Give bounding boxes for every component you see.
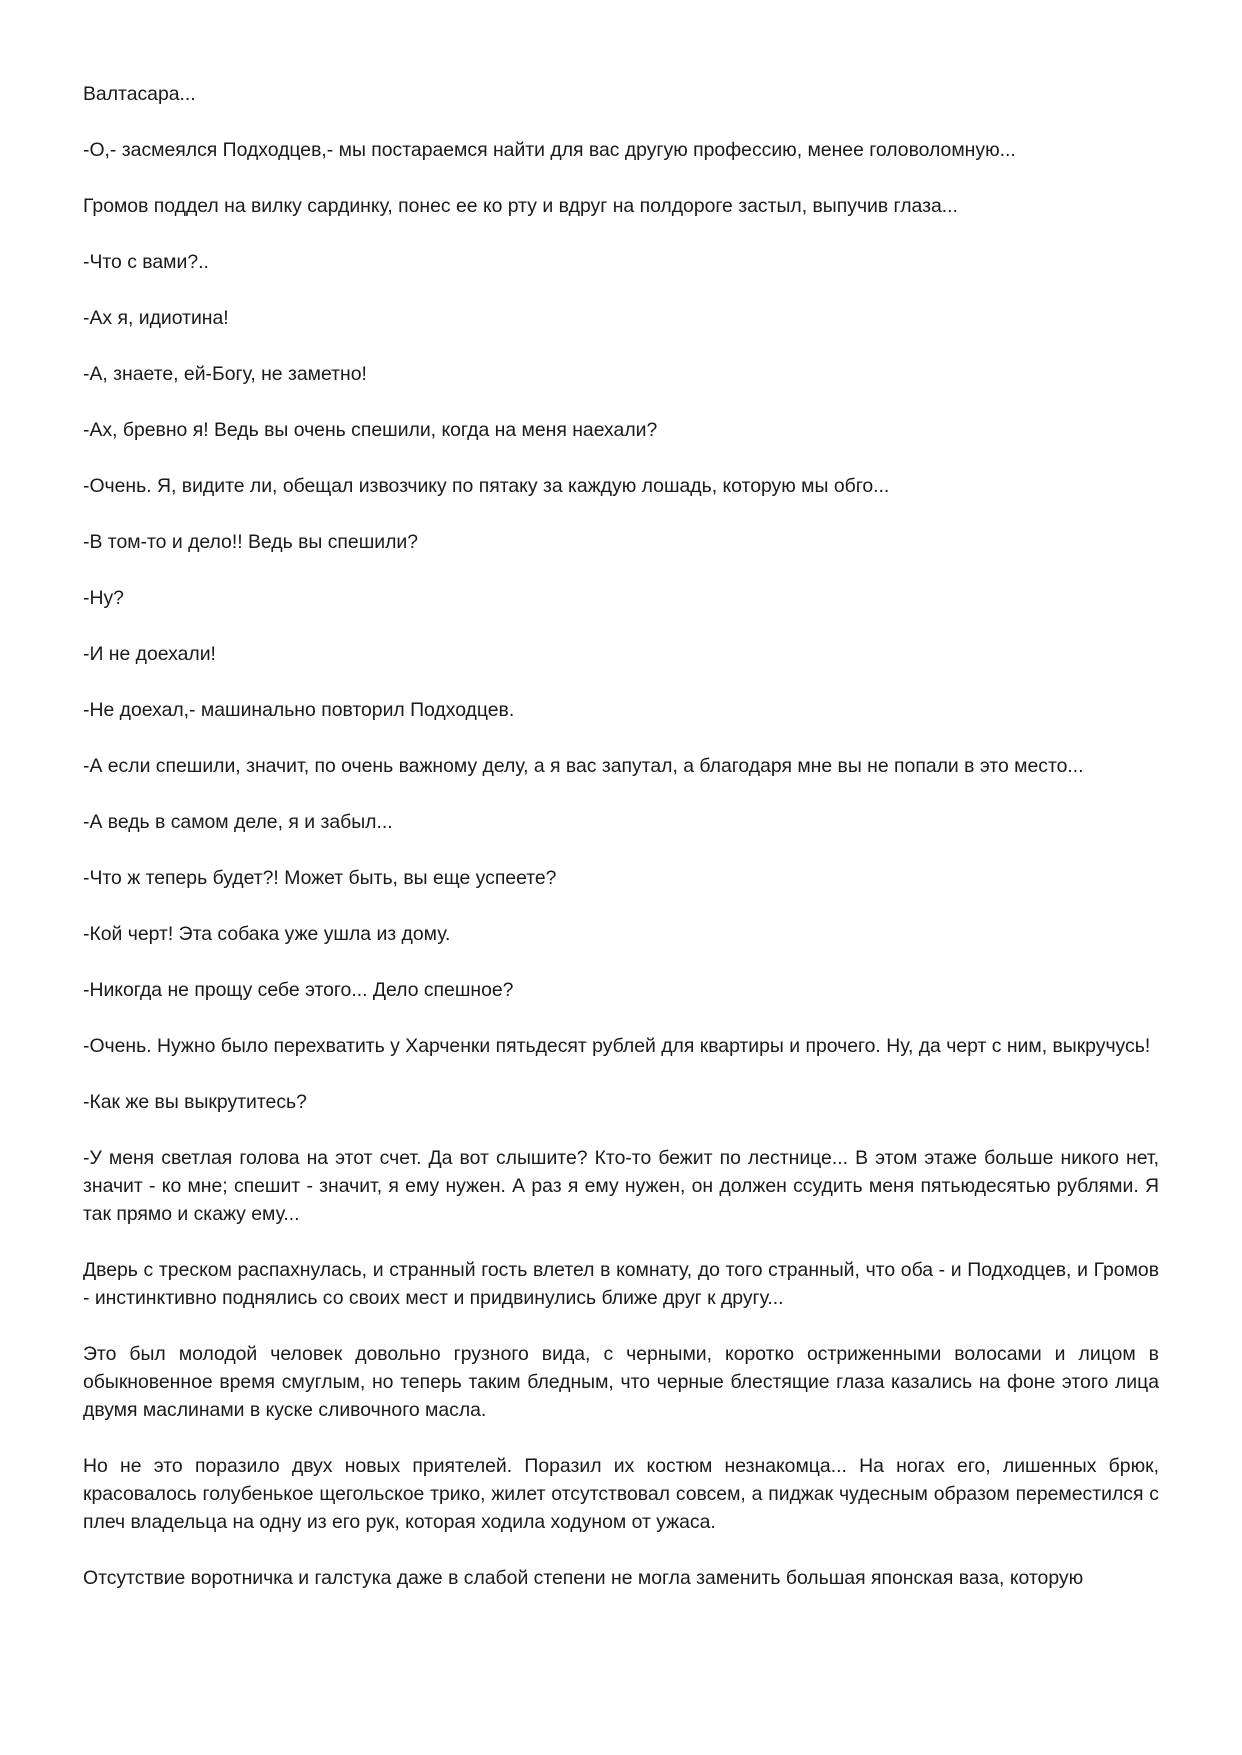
paragraph: Валтасара... [83, 83, 196, 105]
paragraph: -А ведь в самом деле, я и забыл... [83, 811, 393, 833]
paragraph: -Ах я, идиотина! [83, 307, 229, 329]
paragraph: -Что с вами?.. [83, 251, 209, 273]
paragraph: -Ну? [83, 587, 124, 609]
paragraph: -Никогда не прощу себе этого... Дело спешное? [83, 979, 514, 1001]
paragraph: -Кой черт! Эта собака уже ушла из дому. [83, 923, 451, 945]
document-page [83, 80, 1159, 1592]
paragraph: -Очень. Я, видите ли, обещал извозчику по пятаку за каждую лошадь, которую мы обго... [83, 475, 890, 497]
paragraph: -Что ж теперь будет?! Может быть, вы еще успеете? [83, 867, 557, 889]
paragraph: Это был молодой человек довольно грузного вида, с черными, коротко остриженными волосами и лицом в обыкновенное время смуглым, но теперь таким бледным, что черные блестящие глаза казались на фоне этого лица двумя маслинами в куске сливочного масла. [83, 1343, 1159, 1421]
paragraph: Громов поддел на вилку сардинку, понес ее ко рту и вдруг на полдороге застыл, выпучив глаза... [83, 195, 958, 217]
paragraph: -А если спешили, значит, по очень важному делу, а я вас запутал, а благодаря мне вы не попали в это место... [83, 755, 1084, 777]
paragraph: -Не доехал,- машинально повторил Подходцев. [83, 699, 515, 721]
paragraph: Но не это поразило двух новых приятелей. Поразил их костюм незнакомца... На ногах его, лишенных брюк, красовалось голубенькое щегольское трико, жилет отсутствовал совсем, а пиджак чудесным образом переместился с плеч владельца на одну из его рук, которая ходила ходуном от ужаса. [83, 1455, 1159, 1533]
paragraph: -А, знаете, ей-Богу, не заметно! [83, 363, 367, 385]
paragraph: -О,- засмеялся Подходцев,- мы постараемся найти для вас другую профессию, менее головоломную... [83, 139, 1016, 161]
paragraph: -В том-то и дело!! Ведь вы спешили? [83, 531, 419, 553]
paragraph: -Ах, бревно я! Ведь вы очень спешили, когда на меня наехали? [83, 419, 658, 441]
paragraph: Дверь с треском распахнулась, и странный гость влетел в комнату, до того странный, что оба - и Подходцев, и Громов - инстинктивно поднялись со своих мест и придвинулись ближе друг к другу... [83, 1259, 1159, 1309]
paragraph: Отсутствие воротничка и галстука даже в слабой степени не могла заменить большая японская ваза, которую [83, 1567, 1084, 1589]
paragraph: -Очень. Нужно было перехватить у Харченки пятьдесят рублей для квартиры и прочего. Ну, да черт с ним, выкручусь! [83, 1035, 1151, 1057]
paragraph: -У меня светлая голова на этот счет. Да вот слышите? Кто-то бежит по лестнице... В этом этаже больше никого нет, значит - ко мне; спешит - значит, я ему нужен. А раз я ему нужен, он должен ссудить меня пятьюдесятью рублями. Я так прямо и скажу ему... [83, 1147, 1159, 1225]
paragraph: -Как же вы выкрутитесь? [83, 1091, 307, 1113]
paragraph: -И не доехали! [83, 643, 216, 665]
